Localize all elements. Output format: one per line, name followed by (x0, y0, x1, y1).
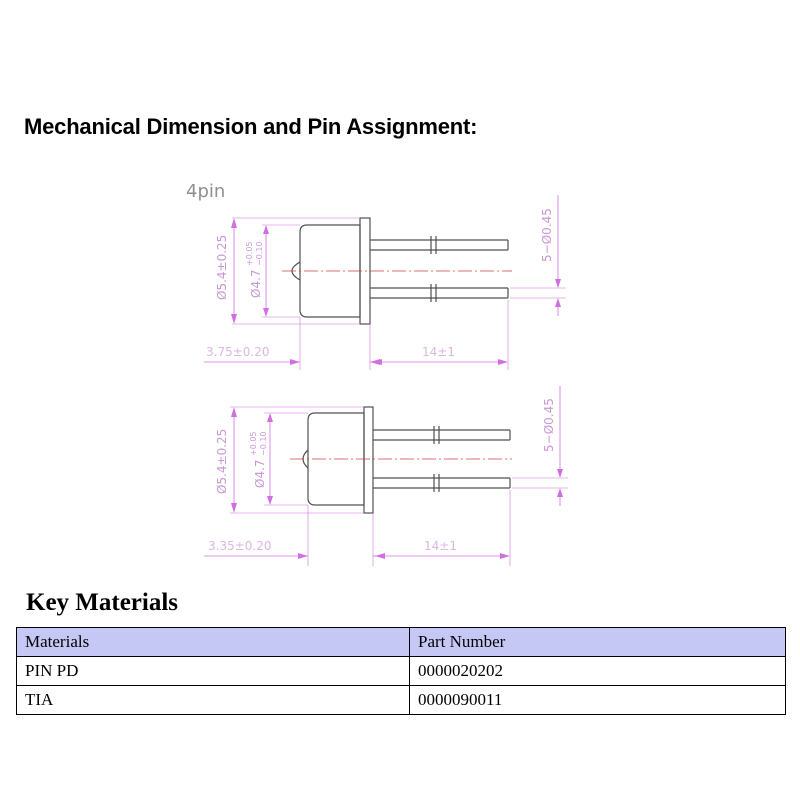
inner-diameter-dim: Ø4.7 (253, 459, 267, 488)
inner-tol-plus: +0.05 (249, 431, 258, 456)
table-row (17, 686, 786, 715)
outer-diameter-dim: Ø5.4±0.25 (215, 428, 229, 494)
inner-tol-minus: −0.10 (255, 241, 264, 266)
table-header-row (17, 628, 786, 657)
outer-diameter-dim: Ø5.4±0.25 (215, 234, 229, 300)
pin-diameter-dim: 5−Ø0.45 (542, 398, 556, 452)
page-heading: Mechanical Dimension and Pin Assignment: (24, 114, 478, 139)
bottom-view (204, 386, 568, 566)
material-cell: TIA (17, 686, 410, 715)
top-view (204, 195, 566, 370)
pin-count-label: 4pin (186, 181, 226, 202)
lead-length-dim: 14±1 (424, 539, 457, 553)
inner-diameter-dim: Ø4.7 (249, 269, 263, 298)
table-row (17, 657, 786, 686)
inner-tol-plus: +0.05 (245, 241, 254, 266)
offset-dim: 3.75±0.20 (206, 345, 270, 359)
key-materials-title: Key Materials (26, 589, 179, 616)
flange (364, 407, 373, 513)
material-cell: PIN PD (17, 657, 410, 686)
pin-diameter-dim: 5−Ø0.45 (540, 208, 554, 262)
lead-length-dim: 14±1 (422, 345, 455, 359)
part-number-cell: 0000020202 (410, 657, 786, 686)
inner-tol-minus: −0.10 (259, 431, 268, 456)
offset-dim: 3.35±0.20 (208, 539, 272, 553)
key-materials-table (16, 627, 786, 715)
header-part-number: Part Number (410, 628, 786, 657)
header-materials: Materials (17, 628, 410, 657)
part-number-cell: 0000090011 (410, 686, 786, 715)
